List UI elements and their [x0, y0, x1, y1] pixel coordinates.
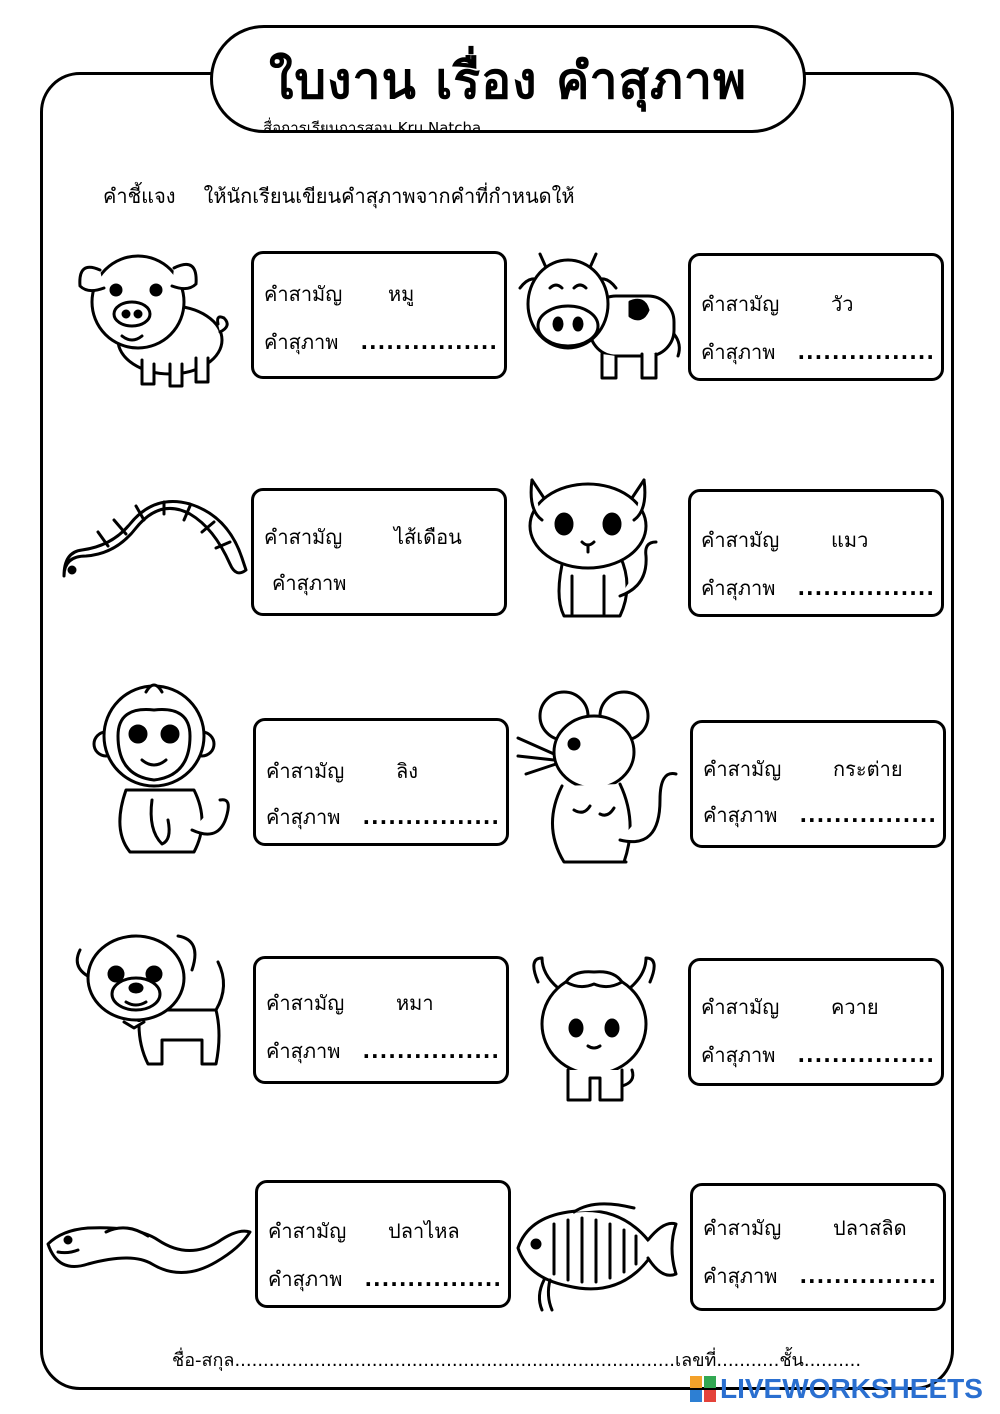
fish-icon: [514, 1200, 678, 1310]
polite-word-blank[interactable]: ................: [797, 576, 935, 600]
dog-icon: [74, 930, 234, 1070]
vocab-card: [251, 488, 507, 616]
common-word: แมว: [831, 528, 869, 552]
name-blank[interactable]: .............................................................................: [234, 1350, 676, 1371]
vocab-card: [253, 718, 509, 846]
common-word-label: คำสามัญ: [701, 995, 780, 1019]
student-info-line: [172, 1345, 861, 1374]
title-banner: [210, 25, 806, 137]
polite-word-blank[interactable]: ................: [362, 1039, 500, 1063]
number-blank[interactable]: ...........: [716, 1350, 780, 1371]
polite-word-blank[interactable]: ................: [797, 340, 935, 364]
common-word: หมู: [388, 282, 415, 306]
polite-word-label: คำสุภาพ: [266, 1039, 341, 1063]
polite-word-blank[interactable]: ................: [799, 803, 937, 827]
common-word: หมา: [396, 991, 434, 1015]
common-word: ลิง: [396, 759, 419, 783]
vocab-card: [253, 956, 509, 1084]
common-word-label: คำสามัญ: [703, 1216, 782, 1240]
common-word: ไส้เดือน: [394, 525, 462, 549]
instruction-label: คำชี้แจง: [103, 184, 176, 208]
polite-word-label: คำสุภาพ: [703, 1264, 778, 1288]
monkey-icon: [96, 680, 236, 856]
brand-mark-icon: [690, 1376, 716, 1402]
liveworksheets-logo: [690, 1374, 983, 1404]
cat-icon: [524, 476, 664, 622]
class-blank[interactable]: ..........: [803, 1350, 862, 1371]
polite-word-label: คำสุภาพ: [272, 571, 347, 595]
common-word-label: คำสามัญ: [266, 991, 345, 1015]
common-word-label: คำสามัญ: [266, 759, 345, 783]
polite-word-label: คำสุภาพ: [703, 803, 778, 827]
vocab-card: [688, 489, 944, 617]
vocab-card: [688, 958, 944, 1086]
worm-icon: [56, 500, 252, 590]
vocab-card: [690, 720, 946, 848]
pig-icon: [70, 240, 230, 390]
common-word-label: คำสามัญ: [264, 525, 343, 549]
page-title: ใบงาน เรื่อง คำสุภาพ: [268, 52, 748, 110]
eel-icon: [46, 1210, 252, 1280]
polite-word-label: คำสุภาพ: [266, 805, 341, 829]
common-word-label: คำสามัญ: [701, 528, 780, 552]
common-word: วัว: [831, 292, 854, 316]
common-word: ควาย: [831, 995, 879, 1019]
polite-word-blank[interactable]: ................: [360, 330, 498, 354]
instruction-text: ให้นักเรียนเขียนคำสุภาพจากคำที่กำหนดให้: [203, 184, 575, 208]
common-word-label: คำสามัญ: [701, 292, 780, 316]
brand-text: LIVEWORKSHEETS: [720, 1373, 983, 1404]
class-label: ชั้น: [779, 1350, 804, 1371]
name-label: ชื่อ-สกุล: [172, 1350, 235, 1371]
common-word: ปลาสลิด: [833, 1216, 907, 1240]
mouse-icon: [516, 690, 680, 870]
polite-word-blank[interactable]: ................: [797, 1043, 935, 1067]
polite-word-label: คำสุภาพ: [268, 1267, 343, 1291]
page-subtitle: สื่อการเรียนการสอน Kru Natcha: [263, 119, 482, 137]
number-label: เลขที่: [675, 1350, 717, 1371]
cow-icon: [520, 244, 680, 384]
common-word-label: คำสามัญ: [268, 1219, 347, 1243]
vocab-card: [255, 1180, 511, 1308]
buffalo-icon: [526, 958, 662, 1108]
vocab-card: [690, 1183, 946, 1311]
vocab-card: [251, 251, 507, 379]
vocab-card: [688, 253, 944, 381]
polite-word-blank[interactable]: ................: [364, 1267, 502, 1291]
common-word-label: คำสามัญ: [264, 282, 343, 306]
polite-word-label: คำสุภาพ: [264, 330, 339, 354]
polite-word-label: คำสุภาพ: [701, 1043, 776, 1067]
polite-word-blank[interactable]: ................: [799, 1264, 937, 1288]
common-word: กระต่าย: [833, 757, 903, 781]
polite-word-label: คำสุภาพ: [701, 340, 776, 364]
common-word: ปลาไหล: [388, 1219, 460, 1243]
instruction: [103, 180, 575, 212]
polite-word-label: คำสุภาพ: [701, 576, 776, 600]
polite-word-blank[interactable]: ................: [362, 805, 500, 829]
common-word-label: คำสามัญ: [703, 757, 782, 781]
